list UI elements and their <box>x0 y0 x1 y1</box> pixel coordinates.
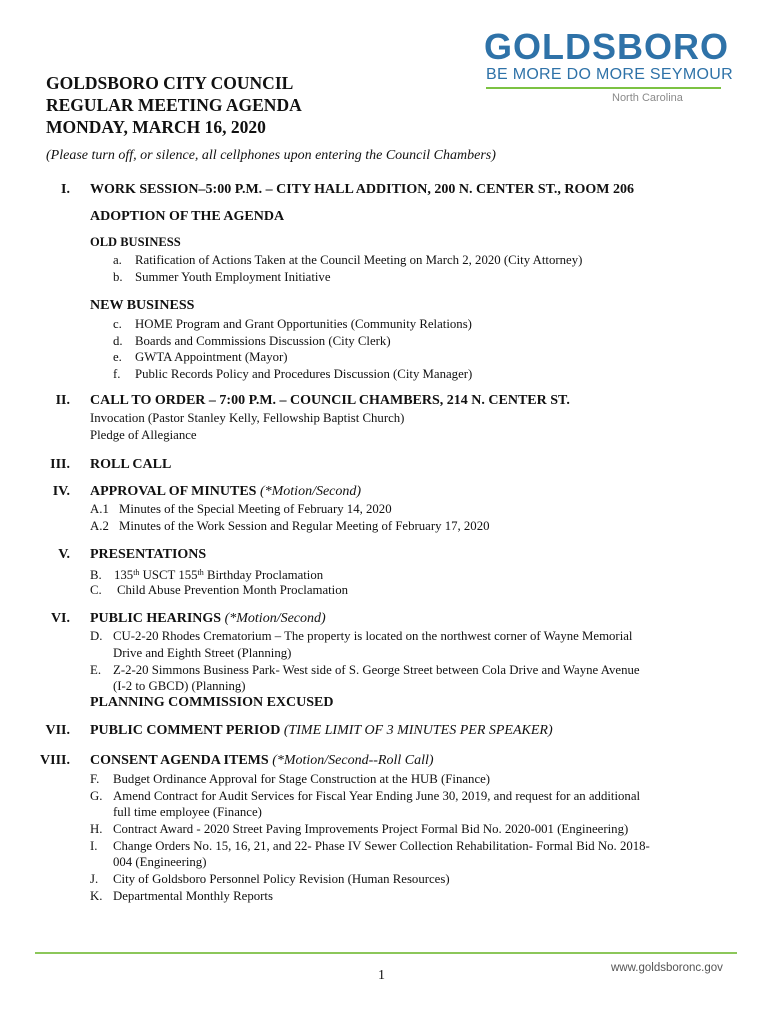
logo-region: North Carolina <box>612 92 683 104</box>
list-item: A.1 Minutes of the Special Meeting of February 14, 2020 <box>90 502 392 516</box>
section-heading-roll-call: ROLL CALL <box>90 457 172 472</box>
cellphone-notice: (Please turn off, or silence, all cellphones upon entering the Council Chambers) <box>46 148 496 163</box>
list-item: G. Amend Contract for Audit Services for Fiscal Year Ending June 30, 2019, and request for an additional <box>90 789 641 803</box>
adoption-heading: ADOPTION OF THE AGENDA <box>90 209 285 224</box>
list-item: e. GWTA Appointment (Mayor) <box>113 350 288 364</box>
website-link[interactable]: www.goldsboronc.gov <box>611 962 723 974</box>
section-number: II. <box>55 393 70 408</box>
title-line-3: MONDAY, MARCH 16, 2020 <box>46 117 266 137</box>
footer-divider <box>35 952 737 954</box>
list-item-continued: full time employee (Finance) <box>113 805 262 819</box>
list-item-continued: (I-2 to GBCD) (Planning) <box>113 679 246 693</box>
list-item-continued: 004 (Engineering) <box>113 855 207 869</box>
agenda-title <box>46 72 302 138</box>
list-item: a. Ratification of Actions Taken at the Council Meeting on March 2, 2020 (City Attorney) <box>113 253 583 267</box>
section-heading-call-to-order: CALL TO ORDER – 7:00 P.M. – COUNCIL CHAMBERS, 214 N. CENTER ST. <box>90 393 570 408</box>
section-number: V. <box>58 547 70 562</box>
motion-note: (*Motion/Second) <box>259 484 362 499</box>
section-heading-public-hearings: PUBLIC HEARINGS (*Motion/Second) <box>90 611 326 626</box>
time-limit-note: (TIME LIMIT OF 3 MINUTES PER SPEAKER) <box>283 723 553 738</box>
old-business-heading: OLD BUSINESS <box>90 235 181 249</box>
title-line-1: GOLDSBORO CITY COUNCIL <box>46 73 294 93</box>
list-item: b. Summer Youth Employment Initiative <box>113 270 331 284</box>
section-number: III. <box>50 457 70 472</box>
list-item: c. HOME Program and Grant Opportunities (Community Relations) <box>113 317 472 331</box>
list-item: B. 135th USCT 155th Birthday Proclamation <box>90 568 324 582</box>
page-number: 1 <box>378 968 385 983</box>
list-item: d. Boards and Commissions Discussion (City Clerk) <box>113 334 391 348</box>
title-line-2: REGULAR MEETING AGENDA <box>46 95 302 115</box>
logo-tagline: BE MORE DO MORE SEYMOUR <box>486 66 733 83</box>
section-heading-minutes: APPROVAL OF MINUTES (*Motion/Second) <box>90 484 362 499</box>
invocation-line: Invocation (Pastor Stanley Kelly, Fellowship Baptist Church) <box>90 411 405 425</box>
list-item: A.2 Minutes of the Work Session and Regular Meeting of February 17, 2020 <box>90 519 490 533</box>
planning-excused: PLANNING COMMISSION EXCUSED <box>90 695 334 710</box>
section-number: I. <box>61 182 70 197</box>
list-item: D. CU-2-20 Rhodes Crematorium – The property is located on the northwest corner of Wayne Memorial <box>90 629 633 643</box>
new-business-heading: NEW BUSINESS <box>90 298 195 313</box>
list-item: F. Budget Ordinance Approval for Stage Construction at the HUB (Finance) <box>90 772 491 786</box>
logo-divider <box>486 87 721 89</box>
section-number: IV. <box>52 484 70 499</box>
section-number: VIII. <box>40 753 70 768</box>
list-item: I. Change Orders No. 15, 16, 21, and 22- Phase IV Sewer Collection Rehabilitation- Formal Bid No. 2018- <box>90 839 650 853</box>
section-heading-work-session: WORK SESSION–5:00 P.M. – CITY HALL ADDITION, 200 N. CENTER ST., ROOM 206 <box>90 182 635 197</box>
section-heading-public-comment: PUBLIC COMMENT PERIOD (TIME LIMIT OF 3 MINUTES PER SPEAKER) <box>90 723 553 738</box>
list-item: J. City of Goldsboro Personnel Policy Revision (Human Resources) <box>90 872 450 886</box>
motion-note: (*Motion/Second) <box>224 611 326 626</box>
goldsboro-logo: GOLDSBORO <box>484 26 730 67</box>
list-item: H. Contract Award - 2020 Street Paving Improvements Project Formal Bid No. 2020-001 (Engineering) <box>90 822 629 836</box>
section-number: VI. <box>50 611 70 626</box>
motion-note: (*Motion/Second--Roll Call) <box>272 753 434 768</box>
pledge-line: Pledge of Allegiance <box>90 428 197 442</box>
list-item: C. Child Abuse Prevention Month Proclamation <box>90 583 349 597</box>
list-item: E. Z-2-20 Simmons Business Park- West side of S. George Street between Cola Drive and Wayne Avenue <box>90 663 640 677</box>
list-item: f. Public Records Policy and Procedures Discussion (City Manager) <box>113 367 473 381</box>
section-number: VII. <box>45 723 70 738</box>
section-heading-consent-agenda: CONSENT AGENDA ITEMS (*Motion/Second--Roll Call) <box>90 753 434 768</box>
list-item: K. Departmental Monthly Reports <box>90 889 273 903</box>
list-item-continued: Drive and Eighth Street (Planning) <box>113 646 292 660</box>
section-heading-presentations: PRESENTATIONS <box>90 547 207 562</box>
